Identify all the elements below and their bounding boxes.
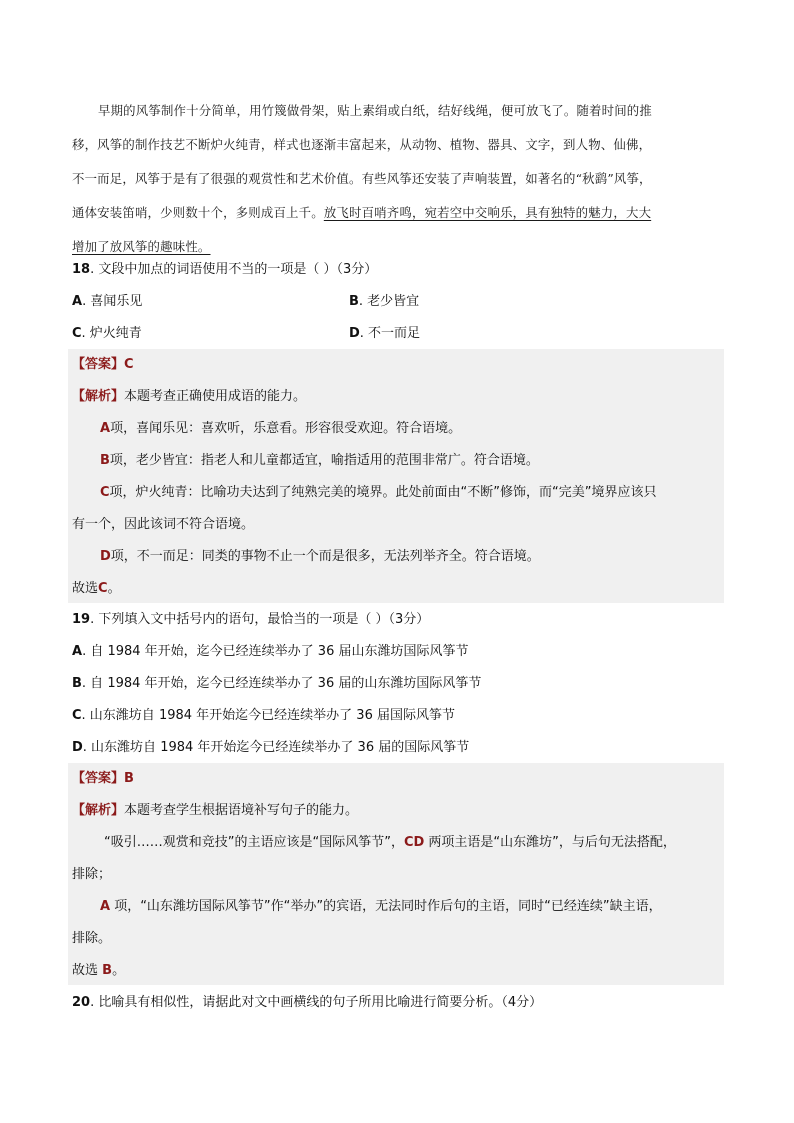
question-18-stem: 18. 文段中加点的词语使用不当的一项是（ ）（3分） bbox=[72, 262, 378, 277]
q19-analysis-p2-cont: 排除。 bbox=[72, 931, 112, 946]
q19-analysis-p2: A 项，“山东潍坊国际风筝节”作“举办”的宾语，无法同时作后句的主语，同时“已经连续”缺主语， bbox=[100, 899, 662, 914]
q18-analysis-intro: 【解析】本题考查正确使用成语的能力。 bbox=[72, 389, 307, 404]
q18-analysis-d: D项，不一而足：同类的事物不止一个而是很多，无法列举齐全。符合语境。 bbox=[100, 549, 540, 564]
q18-conclusion: 故选C。 bbox=[72, 581, 121, 596]
q18-answer: 【答案】C bbox=[72, 357, 134, 372]
q19-analysis-p1: “吸引……观赏和竞技”的主语应该是“国际风筝节”，CD 两项主语是“山东潍坊”，与后句无法搭配， bbox=[104, 835, 676, 850]
q19-analysis-p1-cont: 排除； bbox=[72, 867, 112, 882]
question-20-stem: 20. 比喻具有相似性，请据此对文中画横线的句子所用比喻进行简要分析。（4分） bbox=[72, 995, 543, 1010]
q19-analysis-intro: 【解析】本题考查学生根据语境补写句子的能力。 bbox=[72, 803, 359, 818]
q19-option-b: B. 自 1984 年开始，迄今已经连续举办了 36 届的山东潍坊国际风筝节 bbox=[72, 676, 482, 691]
passage-paragraph bbox=[72, 94, 728, 264]
q18-analysis-c-cont: 有一个，因此该词不符合语境。 bbox=[72, 517, 255, 532]
passage-line: 通体安装笛哨，少则数十个，多则成百上千。放飞时百哨齐鸣，宛若空中交响乐，具有独特的魅力，大大 bbox=[72, 205, 652, 220]
q18-option-b: B. 老少皆宜 bbox=[349, 294, 420, 309]
passage-line: 移，风筝的制作技艺不断炉火纯青，样式也逐渐丰富起来，从动物、植物、器具、文字，到人物、仙佛， bbox=[72, 137, 652, 152]
q19-conclusion: 故选 B。 bbox=[72, 963, 126, 978]
q18-option-d: D. 不一而足 bbox=[349, 326, 421, 341]
q19-option-a: A. 自 1984 年开始，迄今已经连续举办了 36 届山东潍坊国际风筝节 bbox=[72, 644, 469, 659]
q18-analysis-b: B项，老少皆宜：指老人和儿童都适宜，喻指适用的范围非常广。符合语境。 bbox=[100, 453, 539, 468]
q18-option-a: A. 喜闻乐见 bbox=[72, 294, 143, 309]
q18-analysis-c: C项，炉火纯青：比喻功夫达到了纯熟完美的境界。此处前面由“不断”修饰，而“完美”境界应该只 bbox=[100, 485, 657, 500]
question-19-stem: 19. 下列填入文中括号内的语句，最恰当的一项是（ ）（3分） bbox=[72, 612, 430, 627]
passage-line: 早期的风筝制作十分简单，用竹篾做骨架，贴上素绢或白纸，结好线绳，便可放飞了。随着时间的推 bbox=[98, 103, 652, 118]
passage-line bbox=[72, 230, 728, 264]
underlined-sentence: 放飞时百哨齐鸣，宛若空中交响乐，具有独特的魅力，大大 bbox=[323, 205, 652, 220]
q19-option-c: C. 山东潍坊自 1984 年开始迄今已经连续举办了 36 届国际风筝节 bbox=[72, 708, 455, 723]
q18-option-c: C. 炉火纯青 bbox=[72, 326, 142, 341]
q18-analysis-a: A项，喜闻乐见：喜欢听，乐意看。形容很受欢迎。符合语境。 bbox=[100, 421, 462, 436]
q19-answer-box bbox=[68, 763, 724, 985]
q19-option-d: D. 山东潍坊自 1984 年开始迄今已经连续举办了 36 届的国际风筝节 bbox=[72, 740, 470, 755]
underlined-sentence: 增加了放风筝的趣味性。 bbox=[72, 239, 211, 254]
q19-answer: 【答案】B bbox=[72, 771, 134, 786]
q18-answer-box bbox=[68, 349, 724, 603]
passage-line: 不一而足，风筝于是有了很强的观赏性和艺术价值。有些风筝还安装了声响装置，如著名的“秋鹞”风筝， bbox=[72, 171, 652, 186]
